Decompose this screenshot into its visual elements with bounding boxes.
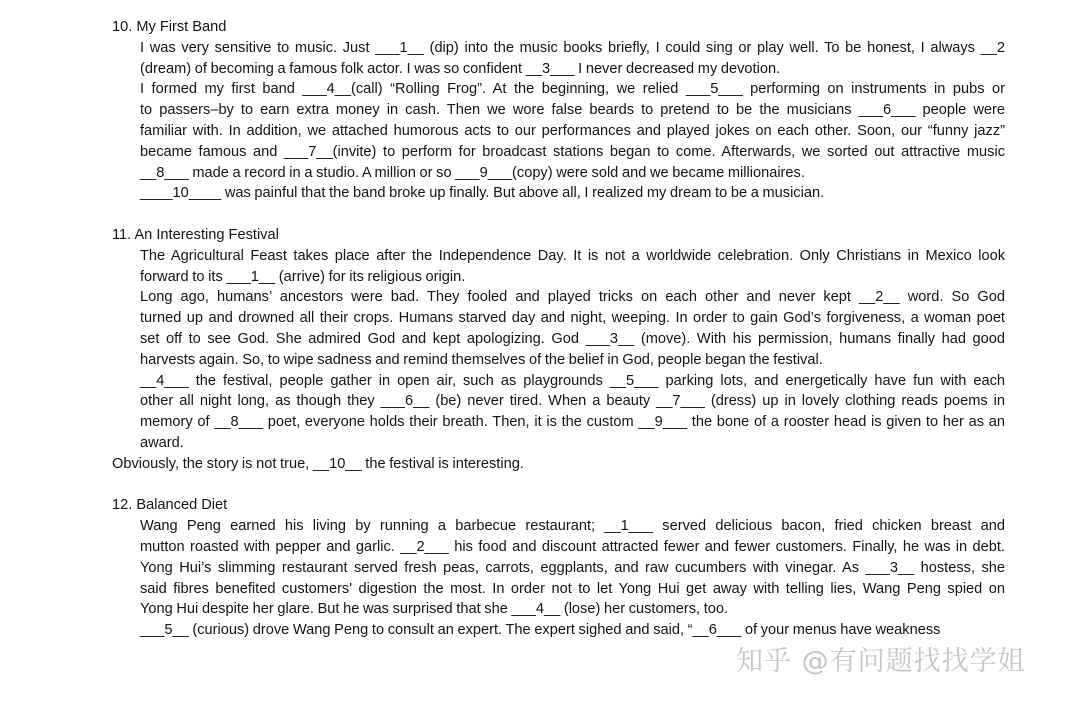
text-line: Yong Hui’s slimming restaurant served fresh peas, carrots, eggplants, and raw cucumbers with vinegar. As ___3__ hostess, she: [140, 559, 1005, 576]
text-line: became famous and ___7__(invite) to perform for broadcast stations began to come. Afterwards, we sorted out attractive music: [140, 143, 1005, 160]
text-line: said fibres benefited customers' digestion the most. In order not to let Yong Hui get away with telling lies, Wang Peng spied on: [140, 580, 1005, 597]
text-line: Yong Hui despite her glare. But he was surprised that she ___4__ (lose) her customers, too.: [140, 601, 729, 618]
question-section: [112, 17, 1005, 204]
paragraph: [112, 516, 1005, 620]
paragraph: [112, 620, 1005, 641]
text-line: forward to its ___1__ (arrive) for its religious origin.: [140, 268, 466, 285]
text-line: I was very sensitive to music. Just ___1__ (dip) into the music books briefly, I could sing or play well. To be honest, I always __2: [140, 39, 1005, 56]
paragraph: [112, 287, 1005, 370]
text-line: ____10____ was painful that the band broke up finally. But above all, I realized my dream to be a musician.: [140, 185, 825, 202]
text-line: harvests again. So, to wipe sadness and remind themselves of the belief in God, people began the festival.: [140, 351, 823, 368]
text-line: (dream) of becoming a famous folk actor. I was so confident __3___ I never decreased my devotion.: [140, 60, 781, 77]
text-line: ___5__ (curious) drove Wang Peng to consult an expert. The expert sighed and said, “__6___ of your menus have weakness: [140, 622, 941, 639]
text-line: __4___ the festival, people gather in open air, such as playgrounds __5___ parking lots, and energetically have fun with each: [140, 372, 1005, 389]
text-line: memory of __8___ poet, everyone holds their breath. Then, it is the custom __9___ the bone of a rooster head is given to her as an: [140, 414, 1005, 431]
text-line: I formed my first band ___4__(call) “Rolling Frog”. At the beginning, we relied ___5___ performing on instruments in pubs or: [140, 81, 1005, 98]
section-title: 10. My First Band: [112, 19, 227, 35]
document-page: [112, 17, 1005, 662]
text-line: other all night long, as though they ___6__ (be) never tired. When a beauty __7___ (dress) up in lovely clothing reads poems in: [140, 393, 1005, 410]
text-line: mutton roasted with pepper and garlic. __2___ his food and discount attracted fewer and fewer customers. Finally, he was in debt.: [140, 538, 1005, 555]
text-line: set off to see God. She admired God and kept apologizing. God ___3__ (move). With his permission, humans finally had good: [140, 330, 1005, 347]
paragraph: [112, 183, 1005, 204]
text-line: award.: [140, 434, 184, 451]
paragraph: [112, 371, 1005, 454]
text-line: __8___ made a record in a studio. A million or so ___9___(copy) were sold and we became millionaires.: [140, 164, 805, 181]
text-line: familiar with. In addition, we attached humorous acts to our performances and played jokes on each other. Soon, our “funny jazz”: [140, 122, 1005, 139]
question-section: [112, 225, 1005, 475]
paragraph: [112, 79, 1005, 183]
question-section: [112, 495, 1005, 641]
text-line: to passers–by to earn extra money in cash. Then we wore false beards to pretend to be the musicians ___6___ people were: [140, 102, 1005, 119]
paragraph: [112, 454, 1005, 475]
text-line: Wang Peng earned his living by running a barbecue restaurant; __1___ served delicious bacon, fried chicken breast and: [140, 518, 1005, 535]
text-line: Long ago, humans’ ancestors were bad. They fooled and played tricks on each other and never kept __2__ word. So God: [140, 289, 1005, 306]
paragraph: [112, 38, 1005, 80]
text-line: Obviously, the story is not true, __10__ the festival is interesting.: [112, 455, 524, 472]
section-title: 12. Balanced Diet: [112, 497, 228, 514]
text-line: turned up and drowned all their crops. Humans starved day and night, weeping. In order to gain God’s forgiveness, a woman poet: [140, 310, 1005, 327]
watermark-text: 知乎 @有问题找找学姐: [736, 646, 1026, 677]
section-title: 11. An Interesting Festival: [112, 226, 279, 243]
text-line: The Agricultural Feast takes place after the Independence Day. It is not a worldwide celebration. Only Christians in Mexico look: [140, 247, 1005, 264]
paragraph: [112, 246, 1005, 288]
